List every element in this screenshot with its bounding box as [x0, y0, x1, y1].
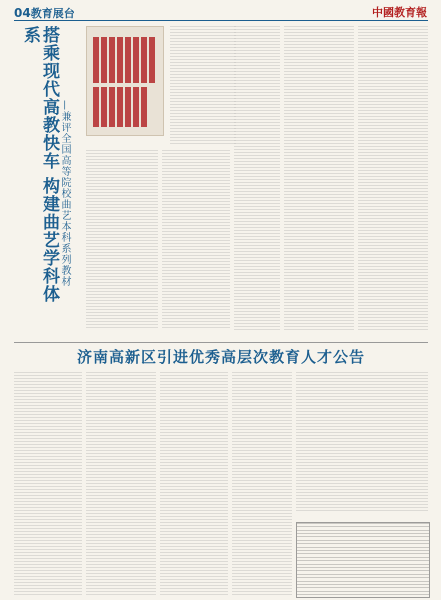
article-body-column-1 [170, 26, 236, 146]
section-label [14, 5, 75, 21]
article-body-column-4 [234, 26, 280, 330]
section-divider [14, 342, 428, 343]
article-body-column-2 [86, 150, 158, 330]
article-body-column-3 [162, 150, 230, 330]
page-header [14, 4, 428, 21]
feature-headline: 搭乘现代高教快车 构建曲艺学科体系 [20, 26, 59, 303]
announcement-column-5 [296, 372, 428, 512]
masthead-logo: 中國教育報 [372, 6, 427, 19]
article-body-column-6 [358, 26, 428, 330]
announcement-column-4 [232, 372, 292, 596]
announcement-column-2 [86, 372, 156, 596]
book-cover-image [86, 26, 164, 136]
announcement-column-3 [160, 372, 228, 596]
page-number: 04 [14, 6, 31, 20]
section-name: 教育展台 [30, 7, 75, 20]
position-table [296, 522, 430, 598]
announcement-headline: 济南高新区引进优秀高层次教育人才公告 [76, 348, 365, 366]
announcement-column-1 [14, 372, 82, 596]
feature-subhead: —兼评全国高等院校曲艺本科系列教材 [59, 100, 70, 287]
article-body-column-5 [284, 26, 354, 330]
